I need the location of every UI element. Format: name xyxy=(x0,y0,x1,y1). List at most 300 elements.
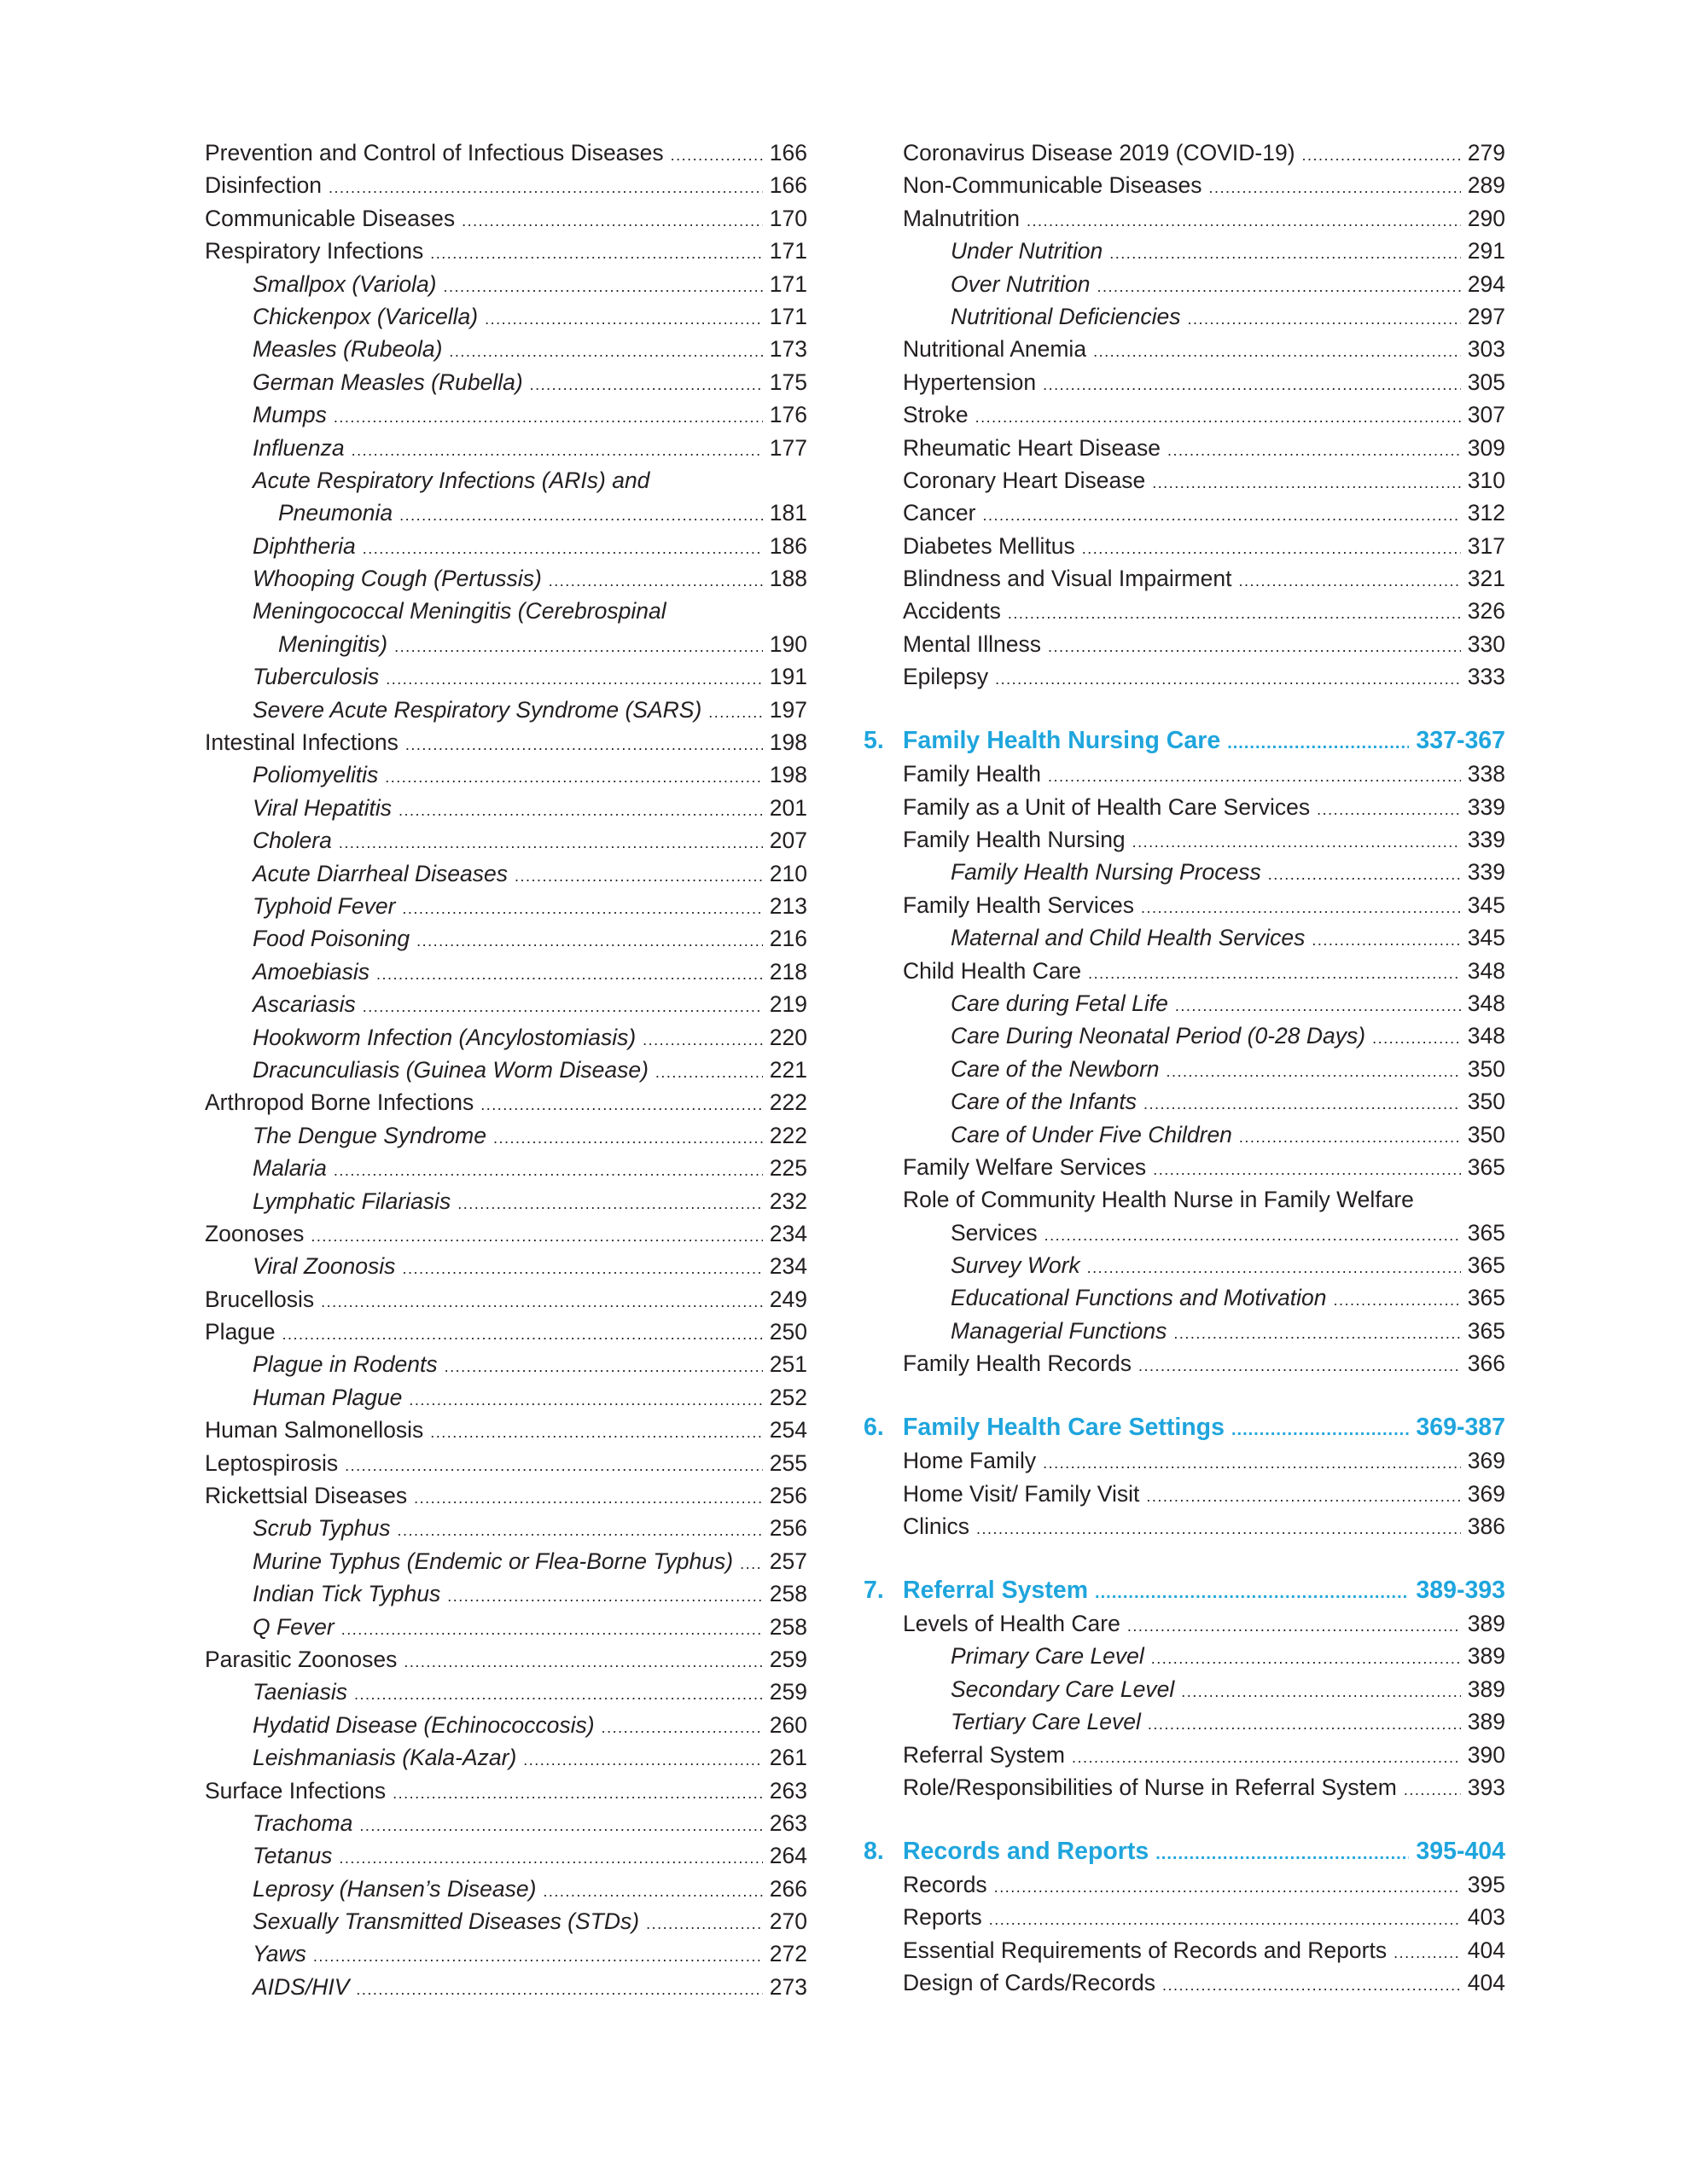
dot-leader xyxy=(1082,532,1461,565)
toc-entry[interactable] xyxy=(205,464,807,497)
toc-entry[interactable] xyxy=(205,595,807,627)
dot-leader xyxy=(1333,1284,1460,1316)
toc-entry-title: Essential Requirements of Records and Reports xyxy=(903,1934,1394,1966)
dot-leader xyxy=(1151,1642,1461,1675)
toc-entry-page: 210 xyxy=(769,860,807,886)
toc-entry-title: Food Poisoning xyxy=(253,922,416,955)
toc-entry[interactable] xyxy=(864,169,1505,201)
dot-leader xyxy=(1148,1708,1461,1740)
toc-entry[interactable] xyxy=(205,1937,807,1970)
toc-entry[interactable] xyxy=(864,300,1505,333)
dot-leader xyxy=(1155,1837,1409,1871)
toc-right-column xyxy=(864,136,1505,2000)
toc-entry[interactable] xyxy=(864,1478,1505,1510)
toc-entry[interactable] xyxy=(205,432,807,464)
toc-entry-page: 365 xyxy=(1467,1153,1505,1180)
toc-entry-title: Hypertension xyxy=(903,366,1043,398)
toc-entry-page: 266 xyxy=(769,1875,807,1902)
toc-entry-title: Communicable Diseases xyxy=(205,202,462,235)
dot-leader xyxy=(409,1384,762,1416)
toc-entry[interactable] xyxy=(864,202,1505,235)
toc-entry-page: 305 xyxy=(1467,369,1505,395)
toc-entry[interactable] xyxy=(205,300,807,333)
toc-entry-title: Coronary Heart Disease xyxy=(903,464,1152,497)
dot-leader xyxy=(989,1903,1461,1936)
toc-entry[interactable] xyxy=(864,1281,1505,1314)
dot-leader xyxy=(1093,335,1461,368)
toc-entry-title: Scrub Typhus xyxy=(253,1512,398,1544)
dot-leader xyxy=(1132,826,1461,858)
toc-entry[interactable] xyxy=(205,726,807,758)
dot-leader xyxy=(282,1318,763,1350)
toc-entry[interactable] xyxy=(864,1444,1505,1477)
toc-entry-page: 257 xyxy=(769,1548,807,1574)
toc-entry[interactable] xyxy=(864,268,1505,300)
toc-entry-page: 166 xyxy=(769,172,807,199)
dot-leader xyxy=(1048,630,1461,663)
dot-leader xyxy=(430,237,763,270)
toc-entry[interactable] xyxy=(205,1774,807,1807)
toc-entry[interactable] xyxy=(205,857,807,890)
toc-entry-page: 181 xyxy=(769,500,807,526)
toc-entry[interactable] xyxy=(205,136,807,169)
toc-entry-title: Dracunculiasis (Guinea Worm Disease) xyxy=(253,1054,655,1086)
toc-entry[interactable] xyxy=(205,1709,807,1741)
toc-entry[interactable] xyxy=(205,1185,807,1217)
toc-entry-page: 389 xyxy=(1467,1611,1505,1637)
toc-entry-page: 390 xyxy=(1467,1741,1505,1768)
toc-entry-title: Viral Zoonosis xyxy=(253,1250,402,1282)
toc-entry[interactable] xyxy=(205,792,807,824)
toc-entry[interactable] xyxy=(205,1414,807,1446)
toc-entry[interactable] xyxy=(864,562,1505,595)
dot-leader xyxy=(602,1711,763,1744)
toc-entry[interactable] xyxy=(864,955,1505,987)
toc-entry-page: 201 xyxy=(769,794,807,821)
toc-entry-title: Indian Tick Typhus xyxy=(253,1577,447,1610)
toc-entry[interactable] xyxy=(205,824,807,857)
toc-entry[interactable] xyxy=(205,1512,807,1544)
dot-leader xyxy=(334,401,763,433)
toc-entry[interactable] xyxy=(864,235,1505,267)
dot-leader xyxy=(447,1580,763,1612)
dot-leader xyxy=(1141,892,1461,924)
toc-entry-page: 365 xyxy=(1467,1317,1505,1344)
toc-entry[interactable] xyxy=(205,235,807,267)
dot-leader xyxy=(1043,369,1461,401)
toc-entry[interactable] xyxy=(864,1934,1505,1966)
toc-entry[interactable] xyxy=(205,1643,807,1676)
toc-entry-page: 263 xyxy=(769,1809,807,1836)
toc-entry-title: Influenza xyxy=(253,432,352,464)
toc-entry[interactable] xyxy=(205,1577,807,1610)
toc-entry[interactable] xyxy=(864,987,1505,1019)
dot-leader xyxy=(352,434,763,467)
toc-entry[interactable] xyxy=(205,1611,807,1643)
chapter-number: 7. xyxy=(864,1577,884,1605)
toc-entry[interactable] xyxy=(205,1021,807,1054)
toc-entry[interactable] xyxy=(205,1873,807,1905)
toc-entry-page: 312 xyxy=(1467,500,1505,526)
toc-entry[interactable] xyxy=(205,922,807,955)
toc-entry-title: Taeniasis xyxy=(253,1676,354,1708)
toc-entry-title: Family Welfare Services xyxy=(903,1151,1153,1183)
toc-entry-title: Leprosy (Hansen’s Disease) xyxy=(253,1873,543,1905)
toc-entry-page: 350 xyxy=(1467,1121,1505,1147)
dot-leader xyxy=(385,761,763,793)
toc-entry-title: Rickettsial Diseases xyxy=(205,1479,414,1512)
toc-entry-page: 225 xyxy=(769,1155,807,1182)
dot-leader xyxy=(1146,1480,1460,1513)
toc-entry-page: 171 xyxy=(769,303,807,329)
toc-entry[interactable] xyxy=(205,1283,807,1316)
toc-entry-title: Primary Care Level xyxy=(951,1640,1151,1672)
dot-leader xyxy=(493,1122,763,1154)
dot-leader xyxy=(1181,1676,1461,1708)
toc-entry-page: 333 xyxy=(1467,664,1505,690)
toc-entry[interactable] xyxy=(864,1249,1505,1281)
toc-entry-title: Design of Cards/Records xyxy=(903,1966,1162,1999)
chapter-page-range: 337-367 xyxy=(1416,727,1505,755)
toc-entry-title: Surface Infections xyxy=(205,1774,393,1807)
dot-leader xyxy=(457,1188,763,1220)
toc-entry-title: Care of the Infants xyxy=(951,1085,1143,1118)
dot-leader xyxy=(1404,1774,1461,1806)
toc-entry-page: 255 xyxy=(769,1449,807,1476)
toc-entry[interactable] xyxy=(864,1868,1505,1901)
toc-entry[interactable] xyxy=(205,956,807,988)
toc-entry[interactable] xyxy=(205,1807,807,1839)
toc-entry[interactable] xyxy=(205,366,807,398)
toc-entry[interactable] xyxy=(864,1607,1505,1640)
toc-entry-title: Clinics xyxy=(903,1510,976,1542)
toc-entry[interactable] xyxy=(864,1217,1505,1249)
toc-entry-page: 310 xyxy=(1467,467,1505,493)
toc-entry[interactable] xyxy=(205,1676,807,1708)
toc-entry[interactable] xyxy=(864,1315,1505,1347)
toc-entry[interactable] xyxy=(864,432,1505,464)
toc-entry[interactable] xyxy=(205,1250,807,1282)
dot-leader xyxy=(402,1252,762,1285)
dot-leader xyxy=(386,663,763,695)
toc-entry[interactable] xyxy=(205,628,807,660)
toc-entry-page: 365 xyxy=(1467,1219,1505,1246)
toc-entry[interactable] xyxy=(864,1347,1505,1380)
toc-entry[interactable] xyxy=(864,1673,1505,1705)
toc-entry-title: Home Visit/ Family Visit xyxy=(903,1478,1146,1510)
dot-leader xyxy=(1302,139,1461,171)
dot-leader xyxy=(363,990,763,1023)
toc-entry[interactable] xyxy=(205,398,807,431)
toc-entry-title: Tertiary Care Level xyxy=(951,1705,1148,1738)
dot-leader xyxy=(543,1875,762,1908)
toc-entry-title: Survey Work xyxy=(951,1249,1087,1281)
toc-entry[interactable] xyxy=(864,1966,1505,1999)
dot-leader xyxy=(1044,1219,1461,1252)
toc-entry-page: 279 xyxy=(1467,140,1505,166)
dot-leader xyxy=(402,892,762,925)
toc-entry-title: Nutritional Anemia xyxy=(903,333,1093,365)
toc-entry-title: Family Health Services xyxy=(903,889,1141,921)
toc-entry[interactable] xyxy=(205,1839,807,1872)
toc-entry-page: 171 xyxy=(769,238,807,264)
toc-entry-title: Family Health Nursing Process xyxy=(951,856,1268,888)
toc-entry[interactable] xyxy=(205,562,807,595)
dot-leader xyxy=(1173,1317,1460,1350)
toc-entry-title: Viral Hepatitis xyxy=(253,792,399,824)
toc-entry[interactable] xyxy=(205,530,807,562)
toc-entry[interactable] xyxy=(864,1771,1505,1804)
toc-entry-title: Plague in Rodents xyxy=(253,1348,445,1380)
toc-entry[interactable] xyxy=(205,1086,807,1118)
toc-entry[interactable] xyxy=(864,398,1505,431)
toc-entry-page: 404 xyxy=(1467,1937,1505,1963)
toc-entry-page: 263 xyxy=(769,1777,807,1804)
toc-entry[interactable] xyxy=(864,856,1505,888)
toc-entry-title: The Dengue Syndrome xyxy=(253,1119,493,1152)
dot-leader xyxy=(1043,1447,1461,1479)
toc-entry[interactable] xyxy=(864,464,1505,497)
toc-entry-title: Referral System xyxy=(903,1739,1072,1771)
toc-entry[interactable] xyxy=(205,1971,807,2003)
toc-entry-page: 297 xyxy=(1467,303,1505,329)
toc-entry-title: Plague xyxy=(205,1316,282,1348)
toc-entry[interactable] xyxy=(205,1381,807,1414)
toc-entry[interactable] xyxy=(205,1217,807,1250)
toc-entry-page: 259 xyxy=(769,1679,807,1705)
chapter-heading[interactable] xyxy=(864,1834,1505,1868)
toc-entry-page: 309 xyxy=(1467,434,1505,461)
toc-entry[interactable] xyxy=(864,791,1505,823)
toc-entry[interactable] xyxy=(864,1705,1505,1738)
toc-entry[interactable] xyxy=(864,497,1505,529)
dot-leader xyxy=(1138,1350,1461,1382)
toc-entry-page: 350 xyxy=(1467,1089,1505,1115)
toc-entry-title: Care During Neonatal Period (0-28 Days) xyxy=(951,1019,1372,1052)
toc-entry-page: 254 xyxy=(769,1417,807,1443)
toc-entry-title: Meningitis) xyxy=(278,628,394,660)
toc-entry[interactable] xyxy=(864,1019,1505,1052)
dot-leader xyxy=(1231,1413,1409,1447)
dot-leader xyxy=(313,1940,763,1972)
toc-entry-title: Care of Under Five Children xyxy=(951,1118,1239,1151)
toc-entry[interactable] xyxy=(864,1901,1505,1933)
toc-entry-page: 232 xyxy=(769,1188,807,1214)
dot-leader xyxy=(405,729,763,761)
toc-entry-title: Lymphatic Filariasis xyxy=(253,1185,457,1217)
toc-entry[interactable] xyxy=(864,595,1505,627)
toc-entry-title: Family Health Records xyxy=(903,1347,1138,1380)
toc-entry-title: Family as a Unit of Health Care Services xyxy=(903,791,1317,823)
dot-leader xyxy=(485,303,763,335)
dot-leader xyxy=(976,1513,1461,1545)
dot-leader xyxy=(646,1908,763,1940)
dot-leader xyxy=(1167,434,1461,467)
dot-leader xyxy=(1095,1576,1409,1610)
toc-entry[interactable] xyxy=(205,758,807,791)
toc-entry-title: Acute Diarrheal Diseases xyxy=(253,857,515,890)
toc-entry-page: 395 xyxy=(1467,1871,1505,1897)
dot-leader xyxy=(1175,990,1461,1022)
toc-entry[interactable] xyxy=(205,890,807,922)
dot-leader xyxy=(1152,467,1461,499)
toc-entry[interactable] xyxy=(205,1119,807,1152)
toc-entry[interactable] xyxy=(205,988,807,1020)
toc-entry[interactable] xyxy=(205,202,807,235)
chapter-heading[interactable] xyxy=(864,723,1505,758)
dot-leader xyxy=(341,1613,763,1646)
toc-entry[interactable] xyxy=(864,628,1505,660)
toc-entry[interactable] xyxy=(205,1348,807,1380)
dot-leader xyxy=(1394,1937,1461,1969)
toc-entry-title: Intestinal Infections xyxy=(205,726,405,758)
toc-entry-page: 258 xyxy=(769,1613,807,1640)
toc-entry[interactable] xyxy=(205,1479,807,1512)
dot-leader xyxy=(345,1449,763,1482)
toc-entry-title: Severe Acute Respiratory Syndrome (SARS) xyxy=(253,694,708,726)
toc-entry[interactable] xyxy=(205,1152,807,1184)
toc-entry-title: Typhoid Fever xyxy=(253,890,402,922)
toc-entry-title: Pneumonia xyxy=(278,497,399,529)
toc-entry[interactable] xyxy=(864,1183,1505,1216)
toc-entry[interactable] xyxy=(864,823,1505,856)
toc-entry[interactable] xyxy=(864,1640,1505,1672)
toc-entry-title: Leptospirosis xyxy=(205,1447,345,1479)
toc-entry[interactable] xyxy=(205,1054,807,1086)
toc-entry-title: Child Health Care xyxy=(903,955,1088,987)
toc-entry[interactable] xyxy=(864,1151,1505,1183)
toc-entry-page: 186 xyxy=(769,532,807,559)
toc-entry-page: 198 xyxy=(769,762,807,788)
toc-entry-title: Disinfection xyxy=(205,169,329,201)
toc-entry[interactable] xyxy=(205,660,807,693)
toc-entry-page: 261 xyxy=(769,1745,807,1771)
toc-entry-page: 220 xyxy=(769,1024,807,1050)
dot-leader xyxy=(740,1548,763,1580)
toc-entry-page: 294 xyxy=(1467,270,1505,297)
toc-entry-page: 303 xyxy=(1467,336,1505,363)
dot-leader xyxy=(311,1220,762,1252)
dot-leader xyxy=(1188,303,1461,335)
toc-entry-title: Services xyxy=(951,1217,1044,1249)
toc-entry[interactable] xyxy=(205,1316,807,1348)
chapter-title: Family Health Nursing Care xyxy=(903,727,1221,755)
toc-entry-title: Arthropod Borne Infections xyxy=(205,1086,480,1118)
toc-entry[interactable] xyxy=(205,1905,807,1937)
dot-leader xyxy=(1048,760,1461,793)
toc-entry-title: Secondary Care Level xyxy=(951,1673,1181,1705)
chapter-page-range: 369-387 xyxy=(1416,1414,1505,1442)
dot-leader xyxy=(393,1777,763,1809)
toc-entry-title: Maternal and Child Health Services xyxy=(951,921,1312,954)
toc-entry-page: 259 xyxy=(769,1646,807,1672)
toc-entry-page: 251 xyxy=(769,1351,807,1378)
dot-leader xyxy=(1127,1610,1461,1642)
toc-entry[interactable] xyxy=(205,1545,807,1577)
toc-entry-title: Under Nutrition xyxy=(951,235,1109,267)
toc-entry-page: 258 xyxy=(769,1581,807,1607)
toc-entry-page: 188 xyxy=(769,566,807,592)
toc-entry[interactable] xyxy=(205,694,807,726)
toc-entry[interactable] xyxy=(864,1053,1505,1085)
toc-entry[interactable] xyxy=(864,889,1505,921)
dot-leader xyxy=(515,860,763,892)
toc-entry-page: 256 xyxy=(769,1483,807,1509)
toc-entry[interactable] xyxy=(864,530,1505,562)
toc-entry-page: 191 xyxy=(769,664,807,690)
toc-entry-page: 249 xyxy=(769,1286,807,1312)
toc-entry[interactable] xyxy=(864,136,1505,169)
toc-entry-page: 317 xyxy=(1467,532,1505,559)
dot-leader xyxy=(404,1646,762,1678)
toc-entry-page: 264 xyxy=(769,1843,807,1869)
toc-entry[interactable] xyxy=(205,169,807,201)
toc-entry[interactable] xyxy=(205,497,807,529)
dot-leader xyxy=(445,1350,763,1383)
toc-entry-page: 350 xyxy=(1467,1055,1505,1082)
dot-leader xyxy=(1312,924,1460,956)
dot-leader xyxy=(334,1154,763,1187)
toc-entry[interactable] xyxy=(864,366,1505,398)
chapter-heading[interactable] xyxy=(864,1410,1505,1444)
toc-entry-page: 222 xyxy=(769,1122,807,1148)
toc-entry-page: 270 xyxy=(769,1908,807,1935)
toc-entry-title: Rheumatic Heart Disease xyxy=(903,432,1167,464)
toc-entry-title: Managerial Functions xyxy=(951,1315,1173,1347)
chapter-heading[interactable] xyxy=(864,1573,1505,1607)
toc-entry[interactable] xyxy=(864,921,1505,954)
toc-entry[interactable] xyxy=(205,333,807,365)
toc-entry-title: Smallpox (Variola) xyxy=(253,268,444,300)
toc-entry[interactable] xyxy=(864,660,1505,693)
dot-leader xyxy=(398,1514,763,1547)
toc-entry-title: Whooping Cough (Pertussis) xyxy=(253,562,549,595)
toc-entry[interactable] xyxy=(205,268,807,300)
toc-entry-page: 386 xyxy=(1467,1513,1505,1540)
toc-entry-title: Acute Respiratory Infections (ARIs) and xyxy=(253,464,656,497)
toc-entry-page: 307 xyxy=(1467,402,1505,428)
toc-entry[interactable] xyxy=(864,1085,1505,1118)
dot-leader xyxy=(430,1416,763,1449)
toc-entry-title: Epilepsy xyxy=(903,660,995,693)
toc-entry-title: Malaria xyxy=(253,1152,334,1184)
toc-entry-page: 166 xyxy=(769,140,807,166)
dot-leader xyxy=(1143,1088,1461,1120)
toc-entry-page: 289 xyxy=(1467,172,1505,199)
toc-entry-title: Murine Typhus (Endemic or Flea-Borne Typhus) xyxy=(253,1545,740,1577)
toc-entry[interactable] xyxy=(864,333,1505,365)
toc-entry-page: 252 xyxy=(769,1384,807,1410)
dot-leader xyxy=(1317,793,1461,826)
dot-leader xyxy=(399,499,763,531)
toc-entry-title: Leishmaniasis (Kala-Azar) xyxy=(253,1741,523,1774)
dot-leader xyxy=(523,1744,763,1776)
toc-entry-page: 339 xyxy=(1467,793,1505,820)
toc-entry[interactable] xyxy=(864,758,1505,790)
toc-entry[interactable] xyxy=(864,1118,1505,1151)
toc-entry[interactable] xyxy=(205,1447,807,1479)
dot-leader xyxy=(1027,205,1461,237)
dot-leader xyxy=(1109,237,1461,270)
dot-leader xyxy=(995,663,1461,695)
toc-entry-title: Amoebiasis xyxy=(253,956,376,988)
toc-entry[interactable] xyxy=(205,1741,807,1774)
toc-entry-title: Meningococcal Meningitis (Cerebrospinal xyxy=(253,595,673,627)
toc-entry-title: Care of the Newborn xyxy=(951,1053,1167,1085)
toc-entry[interactable] xyxy=(864,1510,1505,1542)
toc-entry-page: 326 xyxy=(1467,598,1505,624)
toc-entry[interactable] xyxy=(864,1739,1505,1771)
